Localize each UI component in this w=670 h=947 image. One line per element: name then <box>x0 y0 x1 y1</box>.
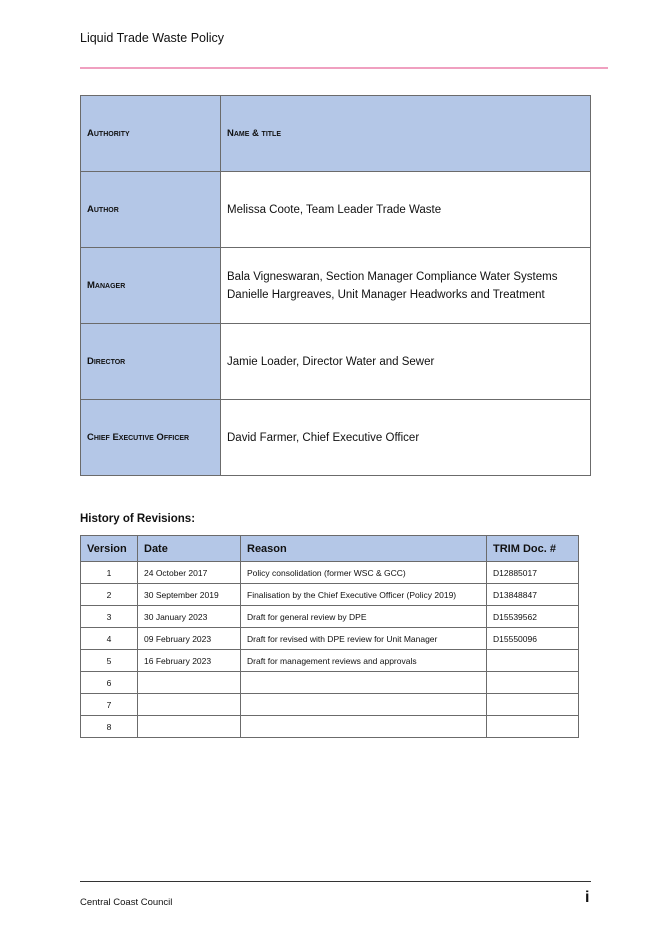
reason-cell <box>241 716 487 738</box>
date-cell: 30 January 2023 <box>138 606 241 628</box>
author-label: Author <box>81 172 221 248</box>
table-row <box>81 716 579 738</box>
column-header-reason: Reason <box>241 536 487 562</box>
revision-history-table <box>80 535 579 738</box>
column-header-date: Date <box>138 536 241 562</box>
reason-cell: Finalisation by the Chief Executive Officer (Policy 2019) <box>241 584 487 606</box>
reason-cell: Draft for general review by DPE <box>241 606 487 628</box>
date-cell: 24 October 2017 <box>138 562 241 584</box>
revision-header-row <box>81 536 579 562</box>
reason-cell: Draft for management reviews and approvals <box>241 650 487 672</box>
version-cell: 8 <box>81 716 138 738</box>
version-cell: 1 <box>81 562 138 584</box>
document-title: Liquid Trade Waste Policy <box>80 31 225 45</box>
ceo-line: David Farmer, Chief Executive Officer <box>227 431 420 444</box>
version-cell: 2 <box>81 584 138 606</box>
version-cell: 4 <box>81 628 138 650</box>
version-cell: 3 <box>81 606 138 628</box>
date-cell: 30 September 2019 <box>138 584 241 606</box>
trim-cell: D12885017 <box>487 562 579 584</box>
date-cell <box>138 672 241 694</box>
date-cell <box>138 716 241 738</box>
manager-line-2: Danielle Hargreaves, Unit Manager Headworks and Treatment <box>227 288 545 301</box>
header-divider <box>80 67 608 69</box>
date-cell: 09 February 2023 <box>138 628 241 650</box>
date-cell: 16 February 2023 <box>138 650 241 672</box>
manager-value <box>221 248 591 324</box>
authority-row-director <box>81 324 591 400</box>
trim-cell <box>487 672 579 694</box>
authority-row-manager <box>81 248 591 324</box>
authority-header-row <box>81 96 591 172</box>
authority-row-ceo <box>81 400 591 476</box>
column-header-version: Version <box>81 536 138 562</box>
page-number: i <box>585 889 590 906</box>
manager-label: Manager <box>81 248 221 324</box>
manager-line-1: Bala Vigneswaran, Section Manager Compliance Water Systems <box>227 270 558 283</box>
director-label: Director <box>81 324 221 400</box>
column-header-trim: TRIM Doc. # <box>487 536 579 562</box>
table-row <box>81 650 579 672</box>
author-line: Melissa Coote, Team Leader Trade Waste <box>227 203 442 216</box>
trim-cell <box>487 716 579 738</box>
trim-cell: D15550096 <box>487 628 579 650</box>
table-row <box>81 584 579 606</box>
reason-cell <box>241 672 487 694</box>
director-value <box>221 324 591 400</box>
authority-header-label: Authority <box>81 96 221 172</box>
reason-cell: Draft for revised with DPE review for Unit Manager <box>241 628 487 650</box>
footer-divider <box>80 881 591 882</box>
table-row <box>81 672 579 694</box>
trim-cell <box>487 650 579 672</box>
ceo-label: Chief Executive Officer <box>81 400 221 476</box>
version-cell: 7 <box>81 694 138 716</box>
version-cell: 6 <box>81 672 138 694</box>
director-line: Jamie Loader, Director Water and Sewer <box>227 355 435 368</box>
trim-cell: D15539562 <box>487 606 579 628</box>
authority-header-value: Name & title <box>221 96 591 172</box>
trim-cell: D13848847 <box>487 584 579 606</box>
reason-cell: Policy consolidation (former WSC & GCC) <box>241 562 487 584</box>
trim-cell <box>487 694 579 716</box>
table-row <box>81 628 579 650</box>
authority-table <box>80 95 591 476</box>
history-title: History of Revisions: <box>80 513 196 525</box>
table-row <box>81 606 579 628</box>
table-row <box>81 694 579 716</box>
version-cell: 5 <box>81 650 138 672</box>
table-row <box>81 562 579 584</box>
author-value <box>221 172 591 248</box>
reason-cell <box>241 694 487 716</box>
ceo-value <box>221 400 591 476</box>
footer-organisation: Central Coast Council <box>80 897 173 908</box>
authority-row-author <box>81 172 591 248</box>
date-cell <box>138 694 241 716</box>
